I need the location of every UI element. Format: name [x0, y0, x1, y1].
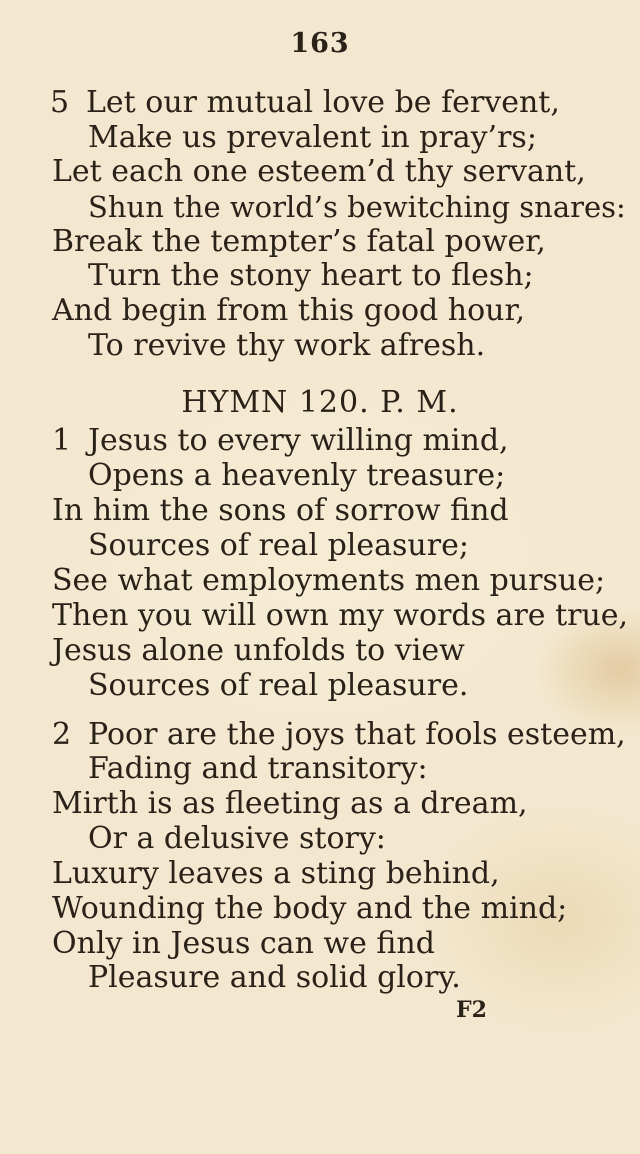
verse-text: Poor are the joys that fools esteem,	[88, 717, 626, 752]
verse-line: Then you will own my words are true,	[52, 598, 629, 633]
verse-line: In him the sons of sorrow find	[52, 493, 509, 528]
verse-line: Luxury leaves a sting behind,	[52, 856, 500, 891]
verse-line: To revive thy work afresh.	[88, 328, 486, 363]
verse-line: Jesus alone unfolds to view	[52, 633, 465, 668]
stanza-number: 1	[52, 423, 72, 458]
signature-mark: F2	[456, 997, 487, 1023]
verse-line: Let each one esteem’d thy servant,	[52, 154, 586, 189]
stanza-number: 2	[52, 717, 72, 752]
verse-line: Make us prevalent in pray’rs;	[88, 120, 537, 155]
stanza-number: 5	[50, 85, 70, 120]
verse-line: See what employments men pursue;	[52, 563, 606, 598]
verse-line: Opens a heavenly treasure;	[88, 458, 506, 493]
verse-line: Sources of real pleasure;	[88, 528, 469, 563]
verse-line	[52, 718, 626, 752]
hymn-heading: HYMN 120. P. M.	[181, 385, 459, 420]
verse-line	[50, 86, 560, 120]
verse-line: Break the tempter’s fatal power,	[52, 224, 546, 259]
verse-line: Only in Jesus can we find	[52, 926, 435, 961]
verse-line	[52, 424, 509, 458]
verse-line: Sources of real pleasure.	[88, 668, 469, 703]
verse-text: Jesus to every willing mind,	[88, 423, 509, 458]
verse-line: Shun the world’s bewitching snares:	[88, 190, 626, 224]
verse-line: Mirth is as fleeting as a dream,	[52, 786, 528, 821]
verse-line: Wounding the body and the mind;	[52, 891, 568, 926]
verse-line: Turn the stony heart to flesh;	[88, 258, 534, 293]
verse-line: Or a delusive story:	[88, 821, 386, 856]
verse-line: Fading and transitory:	[88, 751, 428, 786]
verse-text: Let our mutual love be fervent,	[86, 85, 560, 120]
page-number: 163	[290, 28, 350, 59]
verse-line: Pleasure and solid glory.	[88, 960, 461, 995]
verse-line: And begin from this good hour,	[52, 293, 526, 328]
